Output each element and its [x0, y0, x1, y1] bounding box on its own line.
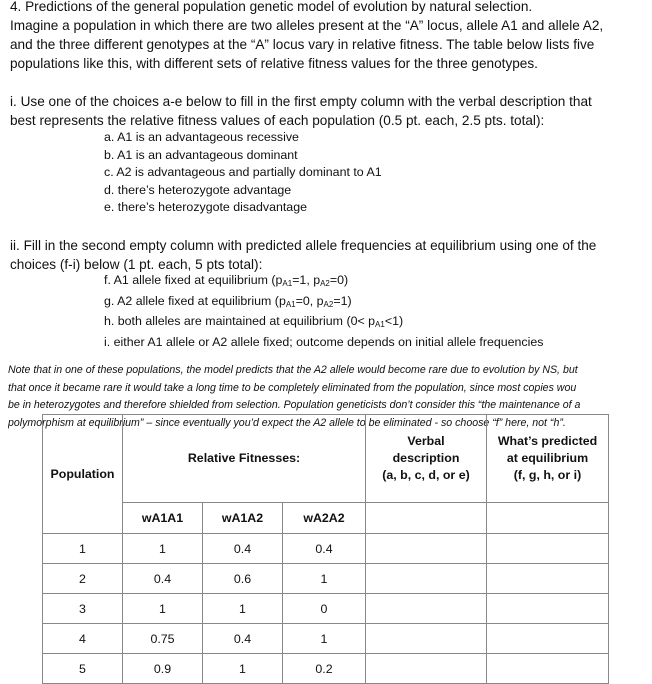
genotype-header-a1a1: wA1A1 — [123, 503, 203, 534]
part-two-instructions — [10, 236, 596, 274]
part-two-choices — [104, 272, 543, 351]
fitness-a1a2-cell: 1 — [203, 654, 283, 684]
note-line: be in heterozygotes and therefore shielded from selection. Population geneticists don’t consider this “the maintenance of a — [8, 399, 581, 411]
fitness-a1a2-cell: 0.6 — [203, 564, 283, 594]
population-header: Population — [43, 415, 123, 534]
fitness-a2a2-cell: 0 — [283, 594, 366, 624]
verbal-description-header: Verbal description (a, b, c, d, or e) — [366, 415, 487, 503]
genotype-header-a2a2: wA2A2 — [283, 503, 366, 534]
choice-i: i. either A1 allele or A2 allele fixed; outcome depends on initial allele frequencies — [104, 334, 544, 349]
population-cell: 4 — [43, 624, 123, 654]
population-cell: 2 — [43, 564, 123, 594]
choice-e: e. there’s heterozygote disadvantage — [104, 200, 307, 215]
part-two-line: choices (f-i) below (1 pt. each, 5 pts total): — [10, 257, 263, 272]
fitness-a2a2-cell: 0.4 — [283, 534, 366, 564]
note-line: polymorphism at equilibrium” – since eventually you’d expect the A2 allele to be eliminated - so choose “f” here, not “h”. — [8, 416, 566, 429]
equilibrium-header: What’s predicted at equilibrium (f, g, h, or i) — [487, 415, 609, 503]
fitness-a1a2-cell: 0.4 — [203, 534, 283, 564]
verbal-answer-cell[interactable] — [366, 594, 487, 624]
table-row — [43, 534, 609, 564]
note-line: Note that in one of these populations, the model predicts that the A2 allele would become rare due to evolution by NS, but — [8, 364, 578, 376]
fitness-a1a2-cell: 0.4 — [203, 624, 283, 654]
population-cell: 1 — [43, 534, 123, 564]
choice-d: d. there’s heterozygote advantage — [104, 182, 292, 197]
choice-b: b. A1 is an advantageous dominant — [104, 147, 298, 162]
intro-line: Imagine a population in which there are two alleles present at the “A” locus, allele A1 and allele A2, — [10, 18, 604, 33]
question-intro — [10, 0, 603, 73]
fitness-a1a1-cell: 0.75 — [123, 624, 203, 654]
fitness-a1a1-cell: 1 — [123, 594, 203, 624]
verbal-answer-cell[interactable] — [366, 534, 487, 564]
population-cell: 5 — [43, 654, 123, 684]
part-one-instructions — [10, 92, 592, 130]
equilibrium-answer-cell[interactable] — [487, 534, 609, 564]
equilibrium-answer-cell[interactable] — [487, 624, 609, 654]
equilibrium-answer-cell[interactable] — [487, 564, 609, 594]
equilibrium-answer-cell[interactable] — [487, 594, 609, 624]
relative-fitness-header: Relative Fitnesses: — [123, 415, 366, 503]
part-one-line: best represents the relative fitness values of each population (0.5 pt. each, 2.5 pts. total): — [10, 113, 545, 128]
verbal-answer-cell[interactable] — [366, 654, 487, 684]
fitness-a1a1-cell: 0.9 — [123, 654, 203, 684]
fitness-a2a2-cell: 1 — [283, 624, 366, 654]
choice-g: g. A2 allele fixed at equilibrium ($p_{A1}=0$, $p_{A2}=1$) — [104, 293, 352, 309]
fitness-a1a2-cell: 1 — [203, 594, 283, 624]
fitness-a1a1-cell: 0.4 — [123, 564, 203, 594]
choice-a: a. A1 is an advantageous recessive — [104, 130, 299, 144]
empty-cell — [366, 503, 487, 534]
intro-line: populations like this, with different sets of relative fitness values for the three genotypes. — [10, 56, 538, 71]
verbal-answer-cell[interactable] — [366, 564, 487, 594]
intro-line: and the three different genotypes at the “A” locus vary in relative fitness. The table below lists five — [10, 37, 595, 52]
fitness-table — [42, 414, 609, 684]
equilibrium-answer-cell[interactable] — [487, 654, 609, 684]
verbal-answer-cell[interactable] — [366, 624, 487, 654]
fitness-a1a1-cell: 1 — [123, 534, 203, 564]
choice-c: c. A2 is advantageous and partially dominant to A1 — [104, 165, 382, 180]
intro-line: 4. Predictions of the general population genetic model of evolution by natural selection. — [10, 0, 533, 14]
table-row — [43, 624, 609, 654]
choice-h: h. both alleles are maintained at equilibrium $(0< p_{A1}<1)$ — [104, 314, 404, 330]
population-cell: 3 — [43, 594, 123, 624]
note-line: that once it became rare it would take a long time to be completely eliminated from the population, since most copies wou — [8, 381, 577, 394]
genotype-header-a1a2: wA1A2 — [203, 503, 283, 534]
table-row — [43, 654, 609, 684]
fitness-a2a2-cell: 0.2 — [283, 654, 366, 684]
part-two-line: ii. Fill in the second empty column with predicted allele frequencies at equilibrium using one of the — [10, 238, 597, 253]
fitness-a2a2-cell: 1 — [283, 564, 366, 594]
table-row — [43, 564, 609, 594]
choice-f: f. A1 allele fixed at equilibrium ($p_{A1}=1$, $p_{A2}=0$) — [104, 273, 349, 288]
table-row — [43, 594, 609, 624]
part-one-line: i. Use one of the choices a-e below to fill in the first empty column with the verbal description that — [10, 94, 592, 109]
part-one-choices — [104, 129, 382, 217]
empty-cell — [487, 503, 609, 534]
